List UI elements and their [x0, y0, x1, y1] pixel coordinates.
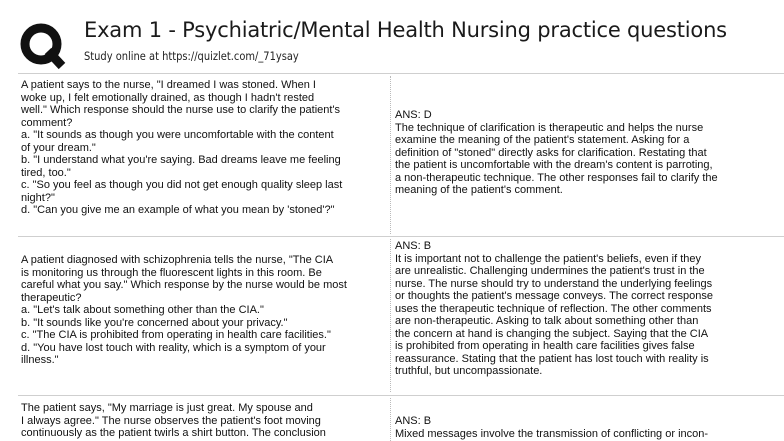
card-divider	[18, 73, 784, 74]
quizlet-logo-icon	[18, 20, 68, 70]
question-text: The patient says, "My marriage is just great. My spouse and I always agree." The nurse observes the patient's foot moving continuously as the patient twirls a shirt button. The conclusion	[21, 402, 326, 439]
question-text: A patient says to the nurse, "I dreamed I was stoned. When I woke up, I felt emotionally drained, as though I hadn't rested well." Which response should the nurse use to clarify the patient's comment? a. "It sounds as though you were uncomfortable with the content of your dream." b. "I understand what you're saying. Bad dreams leave me feeling tired, too." c. "So you feel as though you did not get enough quality sleep last night?" d. "Can you give me an example of what you mean by 'stoned'?"	[21, 79, 343, 216]
study-online-link[interactable]: Study online at https://quizlet.com/_71ysay	[84, 49, 299, 63]
page-header	[0, 0, 784, 72]
page-title: Exam 1 - Psychiatric/Mental Health Nursing practice questions	[84, 18, 727, 42]
column-divider	[390, 239, 391, 392]
card-divider	[18, 395, 784, 396]
column-divider	[390, 76, 391, 234]
card-divider	[18, 236, 784, 237]
column-divider	[390, 398, 391, 441]
answer-text: ANS: B Mixed messages involve the transmission of conflicting or incon-	[395, 415, 709, 440]
question-text: A patient diagnosed with schizophrenia tells the nurse, "The CIA is monitoring us through the fluorescent lights in this room. Be careful what you say." Which response by the nurse would be most therapeutic? a. "Let's talk about something other than the CIA." b. "It sounds like you're concerned about your privacy." c. "The CIA is prohibited from operating in health care facilities." d. "You have lost touch with reality, which is a symptom of your illness."	[21, 254, 347, 366]
answer-text: ANS: D The technique of clarification is therapeutic and helps the nurse examine the meaning of the patient's statement. Asking for a definition of "stoned" directly asks for clarification. Restating that the patient is uncomfortable with the dream's content is parroting, a non-therapeutic technique. The other responses fail to clarify the meaning of the patient's comment.	[395, 109, 718, 196]
answer-text: ANS: B It is important not to challenge the patient's beliefs, even if they are unrealistic. Challenging undermines the patient's trust in the nurse. The nurse should try to understand the underlying feelings or thoughts the patient's message conveys. The correct response uses the therapeutic technique of reflection. The other comments are non-therapeutic. Asking to talk about something other than the concern at hand is changing the subject. Saying that the CIA is prohibited from operating in health care facilities gives false reassurance. Stating that the patient has lost touch with reality is truthful, but uncompassionate.	[395, 240, 714, 377]
